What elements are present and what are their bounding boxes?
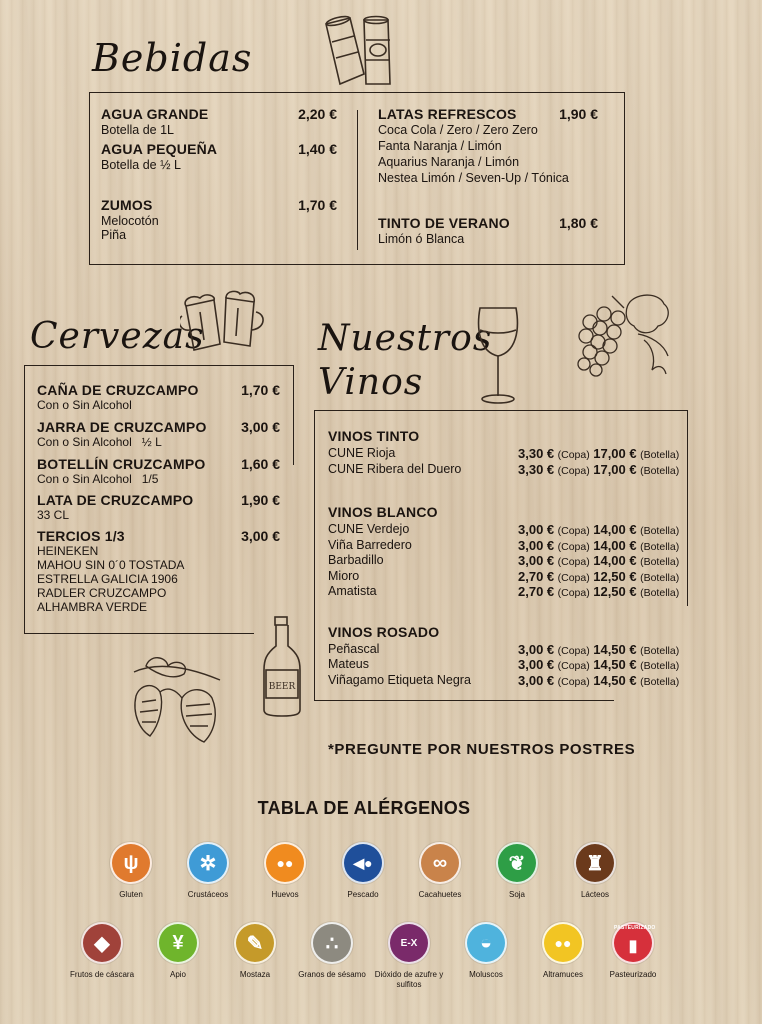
sesame-icon: ∴ (311, 922, 353, 964)
allergen-label: Crustáceos (187, 890, 229, 899)
allergen-label: Apio (169, 970, 186, 979)
copa-price: 3,30 € (518, 462, 555, 477)
bebidas-left-column (101, 106, 341, 256)
allergen-label: Pasteurizado (609, 970, 657, 979)
wine-name: Mateus (328, 657, 369, 671)
item-name: ZUMOS (101, 197, 153, 213)
copa-price: 2,70 € (518, 569, 555, 584)
bebidas-title: Bebidas (92, 36, 253, 80)
item-detail: Aquarius Naranja / Limón (378, 155, 520, 169)
nut-icon: ◆ (81, 922, 123, 964)
item-detail: RADLER CRUZCAMPO (37, 586, 167, 600)
botella-label: (Botella) (640, 541, 680, 553)
menu-item (378, 215, 602, 246)
menu-item (101, 197, 341, 242)
item-price: 2,20 € (298, 106, 337, 122)
allergens-title: TABLA DE ALÉRGENOS (257, 798, 471, 818)
vinos-list (314, 428, 688, 696)
wine-row (328, 522, 678, 538)
menu-item (37, 419, 280, 449)
thermometer-glyph: ▮ (628, 938, 638, 955)
item-price: 1,80 € (559, 215, 598, 231)
item-detail: Con o Sin Alcohol ½ L (37, 435, 162, 449)
cervezas-bottom-line (24, 633, 254, 634)
thermometer-icon (612, 922, 654, 964)
botella-label: (Botella) (640, 556, 680, 568)
allergen-label: Dióxido de azufre y sulfitos (374, 970, 444, 989)
item-price: 3,00 € (241, 419, 280, 435)
item-name: TINTO DE VERANO (378, 215, 510, 231)
botella-price: 14,50 € (593, 642, 637, 657)
allergen-label: Altramuces (542, 970, 583, 979)
copa-price: 3,00 € (518, 522, 555, 537)
copa-price: 3,00 € (518, 538, 555, 553)
item-name: LATA DE CRUZCAMPO (37, 492, 194, 508)
postres-note: *PREGUNTE POR NUESTROS POSTRES (328, 741, 636, 758)
wine-row (328, 673, 678, 689)
item-detail: Fanta Naranja / Limón (378, 139, 502, 153)
copa-label: (Copa) (557, 449, 590, 461)
crab-icon: ✲ (187, 842, 229, 884)
allergen-label: Frutos de cáscara (69, 970, 135, 979)
item-price: 1,70 € (241, 382, 280, 398)
wine-row (328, 657, 678, 673)
item-name: CAÑA DE CRUZCAMPO (37, 382, 199, 398)
item-name: JARRA DE CRUZCAMPO (37, 419, 207, 435)
wine-name: CUNE Ribera del Duero (328, 462, 462, 476)
vinos-bottom-line (314, 700, 614, 701)
wine-name: Mioro (328, 569, 360, 583)
botella-label: (Botella) (640, 660, 680, 672)
botella-label: (Botella) (640, 645, 680, 657)
botella-price: 14,00 € (593, 553, 637, 568)
botella-label: (Botella) (640, 449, 680, 461)
item-detail: ALHAMBRA VERDE (37, 600, 148, 614)
mustard-icon: ✎ (234, 922, 276, 964)
menu-item (101, 106, 341, 137)
item-price: 1,40 € (298, 141, 337, 157)
soy-icon: ❦ (496, 842, 538, 884)
item-price: 1,90 € (559, 106, 598, 122)
menu-item (378, 106, 602, 185)
wine-name: Barbadillo (328, 553, 384, 567)
wine-row (328, 569, 678, 585)
wine-group-title: VINOS BLANCO (328, 504, 438, 520)
bebidas-right-column (378, 106, 602, 256)
copa-label: (Copa) (557, 556, 590, 568)
item-detail: Con o Sin Alcohol (37, 398, 132, 412)
wine-group-title: VINOS TINTO (328, 428, 420, 444)
fish-icon: ◀● (342, 842, 384, 884)
copa-label: (Copa) (557, 645, 590, 657)
item-name: LATAS REFRESCOS (378, 106, 517, 122)
allergen-label: Soja (508, 890, 525, 899)
item-detail: Piña (101, 228, 127, 242)
allergen-huevos (240, 842, 330, 900)
cervezas-right-line (293, 365, 294, 465)
copa-label: (Copa) (557, 587, 590, 599)
copa-label: (Copa) (557, 525, 590, 537)
botella-label: (Botella) (640, 572, 680, 584)
wine-name: Peñascal (328, 642, 380, 656)
item-price: 1,90 € (241, 492, 280, 508)
beer-cans-icon (308, 12, 408, 92)
cervezas-left-line (24, 365, 25, 633)
vinos-title-line2: Vinos (318, 362, 424, 403)
item-detail: Melocotón (101, 214, 159, 228)
item-name: BOTELLÍN CRUZCAMPO (37, 456, 206, 472)
botella-label: (Botella) (640, 676, 680, 688)
botella-label: (Botella) (640, 525, 680, 537)
copa-label: (Copa) (557, 465, 590, 477)
item-detail: Limón ó Blanca (378, 232, 465, 246)
item-detail: ESTRELLA GALICIA 1906 (37, 572, 178, 586)
allergen-pasteurizado (588, 922, 678, 980)
pasteurizado-ring-text: PASTEURIZADO (614, 925, 656, 931)
item-price: 3,00 € (241, 528, 280, 544)
copa-price: 3,30 € (518, 446, 555, 461)
item-detail: Con o Sin Alcohol 1/5 (37, 472, 159, 486)
item-detail: HEINEKEN (37, 544, 99, 558)
bebidas-divider (357, 110, 358, 250)
item-detail: Botella de 1L (101, 123, 174, 137)
vinos-top-line (314, 410, 688, 411)
botella-price: 14,50 € (593, 657, 637, 672)
menu-item (101, 141, 341, 172)
wine-name: Amatista (328, 584, 377, 598)
wine-row (328, 584, 678, 600)
copa-label: (Copa) (557, 676, 590, 688)
copa-label: (Copa) (557, 572, 590, 584)
allergen-label: Granos de sésamo (298, 970, 366, 979)
beer-mugs-icon (180, 286, 272, 356)
menu-item (37, 382, 280, 412)
wine-glass-icon (472, 304, 524, 406)
cervezas-list (37, 382, 280, 632)
beer-bottle-icon (258, 614, 306, 718)
item-detail: Nestea Limón / Seven-Up / Tónica (378, 171, 569, 185)
copa-price: 2,70 € (518, 584, 555, 599)
item-detail: MAHOU SIN 0´0 TOSTADA (37, 558, 185, 572)
sulphite-icon: E-X (388, 922, 430, 964)
botella-label: (Botella) (640, 465, 680, 477)
item-detail: Botella de ½ L (101, 158, 181, 172)
vinos-title-line1: Nuestros (318, 318, 493, 359)
item-name: AGUA PEQUEÑA (101, 141, 218, 157)
item-detail: Coca Cola / Zero / Zero Zero (378, 123, 538, 137)
wine-row (328, 462, 678, 478)
allergen-label: Mostaza (239, 970, 271, 979)
allergen-label: Pescado (347, 890, 379, 899)
botella-price: 14,00 € (593, 522, 637, 537)
allergen-label: Huevos (271, 890, 299, 899)
wheat-icon: ψ (110, 842, 152, 884)
beer-bottle-label: BEER (268, 682, 296, 692)
cervezas-top-line (24, 365, 294, 366)
copa-price: 3,00 € (518, 657, 555, 672)
hops-icon (126, 652, 238, 752)
wine-name: Viña Barredero (328, 538, 412, 552)
menu-item (37, 456, 280, 486)
menu-item (37, 492, 280, 522)
allergen-label: Moluscos (469, 970, 503, 979)
wine-name: CUNE Verdejo (328, 522, 410, 536)
wine-name: CUNE Rioja (328, 446, 396, 460)
wine-group-title: VINOS ROSADO (328, 624, 440, 640)
wine-row (328, 446, 678, 462)
eggs-icon: ●● (264, 842, 306, 884)
item-price: 1,60 € (241, 456, 280, 472)
copa-price: 3,00 € (518, 673, 555, 688)
celery-icon: ¥ (157, 922, 199, 964)
wine-row (328, 642, 678, 658)
cervezas-title: Cervezas (30, 316, 205, 357)
item-name: TERCIOS 1/3 (37, 528, 125, 544)
item-detail: 33 CL (37, 508, 70, 522)
botella-price: 12,50 € (593, 584, 637, 599)
menu-item (37, 528, 280, 614)
copa-price: 3,00 € (518, 553, 555, 568)
wine-name: Viñagamo Etiqueta Negra (328, 673, 471, 687)
allergen-label: Lácteos (580, 890, 610, 899)
peanut-icon: ∞ (419, 842, 461, 884)
botella-label: (Botella) (640, 587, 680, 599)
grapes-icon (568, 290, 674, 386)
copa-price: 3,00 € (518, 642, 555, 657)
allergen-lacteos (550, 842, 640, 900)
botella-price: 14,00 € (593, 538, 637, 553)
wine-row (328, 538, 678, 554)
botella-price: 12,50 € (593, 569, 637, 584)
allergen-label: Gluten (119, 890, 143, 899)
lupin-icon: ●● (542, 922, 584, 964)
milk-jug-icon: ♜ (574, 842, 616, 884)
botella-price: 17,00 € (593, 462, 637, 477)
allergen-label: Cacahuetes (418, 890, 462, 899)
botella-price: 14,50 € (593, 673, 637, 688)
allergen-soja (472, 842, 562, 900)
botella-price: 17,00 € (593, 446, 637, 461)
item-name: AGUA GRANDE (101, 106, 209, 122)
copa-label: (Copa) (557, 541, 590, 553)
shell-icon: ◒ (465, 922, 507, 964)
wine-row (328, 553, 678, 569)
item-price: 1,70 € (298, 197, 337, 213)
copa-label: (Copa) (557, 660, 590, 672)
